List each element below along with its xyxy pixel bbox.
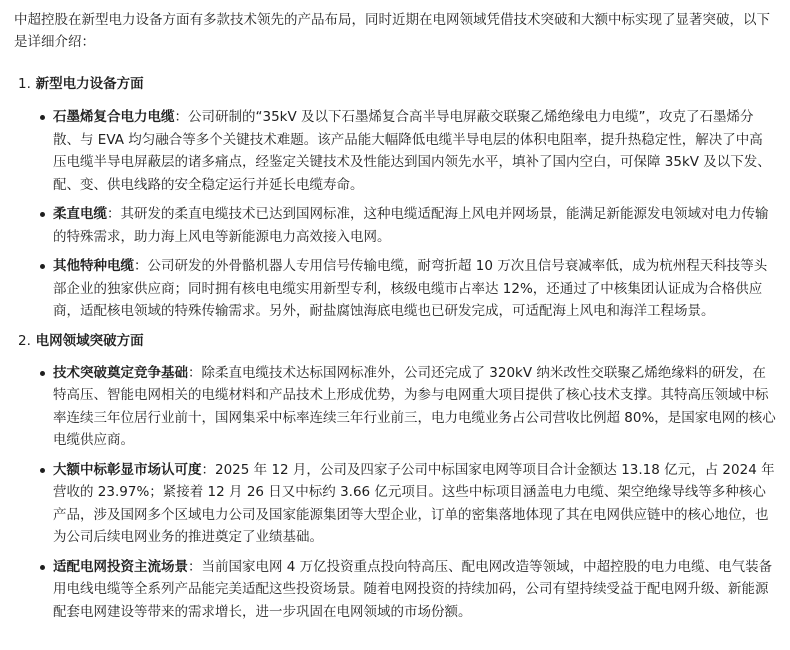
section-heading-grid — [18, 330, 776, 352]
item-term: 柔直电缆 — [53, 206, 107, 222]
item-term: 技术突破奠定竞争基础 — [53, 364, 188, 381]
bullet-icon — [40, 115, 45, 120]
section-title: 新型电力设备方面 — [35, 76, 144, 92]
list-item — [14, 459, 776, 549]
item-text: ：2025 年 12 月，公司及四家子公司中标国家电网等项目合计金额达 13.18 亿元，占 2024 年营收的 23.97%；紧接着 12 月 26 日又中标约 3.66 亿元项目。这些中标项目涵盖电力电缆、架空绝缘导线等多种核心产品，涉及国网多个区域电力公司及国家能源集团等大型企业，订单的密集落地体现了其在电网供应链中的核心地位，也为公司后续电网业务的推进奠定了业绩基础。 — [53, 461, 775, 545]
item-term: 石墨烯复合电力电缆 — [53, 109, 175, 125]
section-list-grid — [14, 362, 776, 624]
section-heading-power-equipment — [18, 73, 776, 95]
list-item — [14, 203, 776, 248]
bullet-icon — [40, 264, 45, 269]
bullet-icon — [40, 212, 45, 217]
item-text: ：公司研发的外骨骼机器人专用信号传输电缆，耐弯折超 10 万次且信号衰减率低，成为杭州程天科技等头部企业的独家供应商；同时拥有核电电缆实用新型专利，核级电缆市占率达 12%，还通过了中核集团认证成为合格供应商，适配核电领域的特殊传输需求。另外，耐盐腐蚀海底电缆也已研发完成，可适配海上风电和海洋工程场景。 — [53, 258, 768, 319]
list-item — [14, 255, 776, 323]
item-text: ：其研发的柔直电缆技术已达到国网标准，这种电缆适配海上风电并网场景，能满足新能源发电领域对电力传输的特殊需求，助力海上风电等新能源电力高效接入电网。 — [53, 206, 769, 245]
intro-paragraph: 中超控股在新型电力设备方面有多款技术领先的产品布局，同时近期在电网领域凭借技术突破和大额中标实现了显著突破，以下是详细介绍： — [14, 12, 770, 50]
bullet-icon — [40, 565, 45, 570]
bullet-icon — [40, 371, 45, 376]
section-number: 2. — [18, 332, 31, 349]
item-text: ：公司研制的“35kV 及以下石墨烯复合高半导电屏蔽交联聚乙烯绝缘电力电缆”，攻克了石墨烯分散、与 EVA 均匀融合等多个关键技术难题。该产品能大幅降低电缆半导电层的体积电阻率，提升热稳定性，解决了中高压电缆半导电屏蔽层的诸多痛点，经鉴定关键技术及性能达到国内领先水平，填补了国内空白，可保障 35kV 及以下发、配、变、供电线路的安全稳定运行并延长电缆寿命。 — [53, 109, 771, 193]
section-number: 1. — [18, 76, 31, 92]
item-term: 适配电网投资主流场景 — [53, 558, 188, 575]
item-text: ：除柔直电缆技术达标国网标准外，公司还完成了 320kV 纳米改性交联聚乙烯绝缘料的研发，在特高压、智能电网相关的电缆材料和产品技术上形成优势，为参与电网重大项目提供了核心技术支撑。其特高压领域中标率连续三年位居行业前十，国网集采中标率连续三年行业前三，电力电缆业务占公司营收比例超 80%，是国家电网的核心电缆供应商。 — [53, 364, 776, 448]
bullet-icon — [40, 468, 45, 473]
item-term: 其他特种电缆 — [53, 258, 134, 274]
section-list-power-equipment — [14, 106, 776, 323]
item-term: 大额中标彰显市场认可度 — [53, 461, 202, 478]
list-item — [14, 362, 776, 452]
list-item — [14, 106, 776, 196]
list-item — [14, 556, 776, 624]
section-title: 电网领域突破方面 — [35, 332, 144, 349]
item-text: ：当前国家电网 4 万亿投资重点投向特高压、配电网改造等领域，中超控股的电力电缆、电气装备用电线电缆等全系列产品能完美适配这些投资场景。随着电网投资的持续加码，公司有望持续受益于配电网升级、新能源配套电网建设等带来的需求增长，进一步巩固在电网领域的市场份额。 — [53, 558, 773, 620]
